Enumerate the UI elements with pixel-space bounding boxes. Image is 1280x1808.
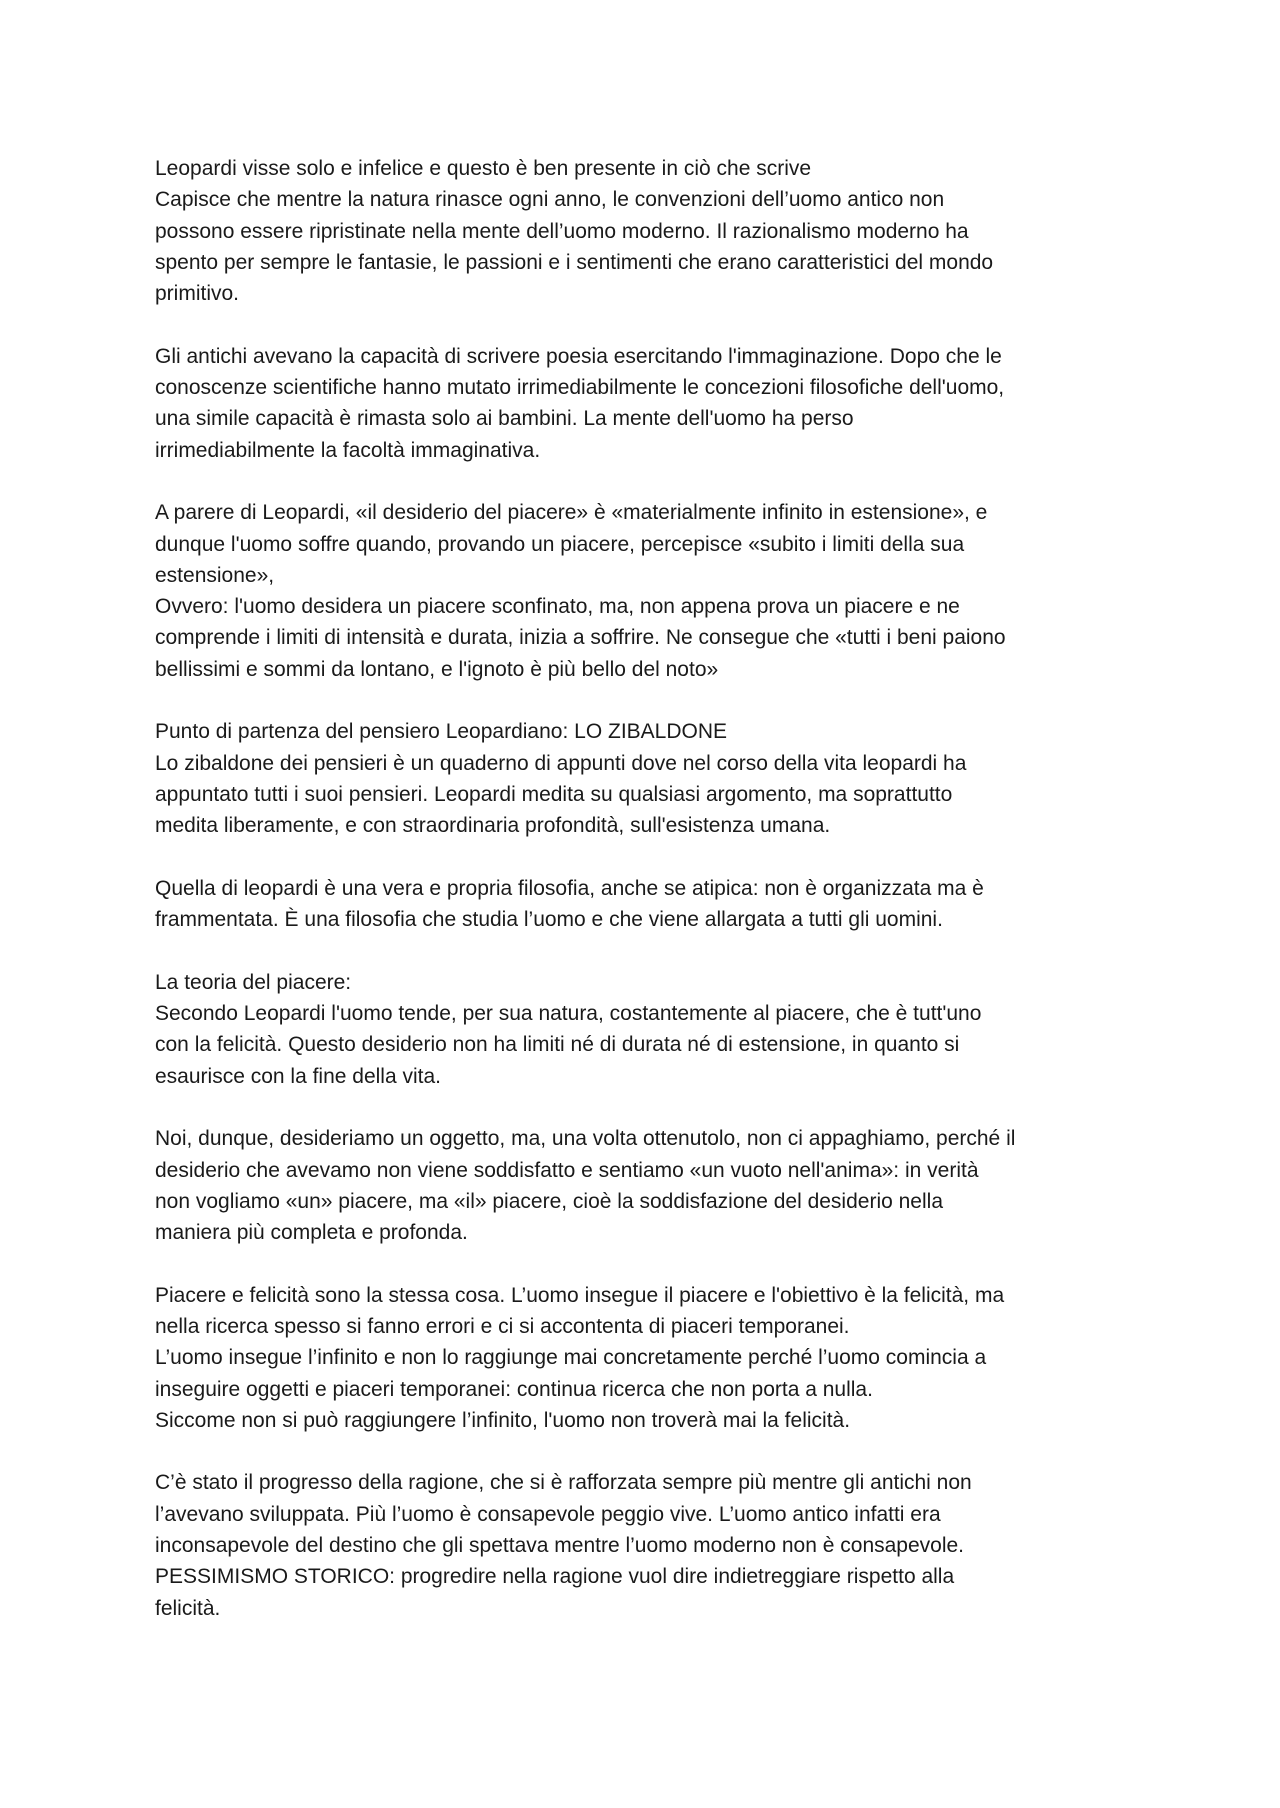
text-line: inseguire oggetti e piaceri temporanei: continua ricerca che non porta a nulla. xyxy=(155,1377,873,1401)
text-line: medita liberamente, e con straordinaria profondità, sull'esistenza umana. xyxy=(155,814,831,838)
text-line: con la felicità. Questo desiderio non ha limiti né di durata né di estensione, in quanto si xyxy=(155,1033,960,1057)
text-line: Noi, dunque, desideriamo un oggetto, ma, una volta ottenutolo, non ci appaghiamo, perché il xyxy=(155,1127,1016,1151)
text-line: estensione», xyxy=(155,563,275,587)
text-line: primitivo. xyxy=(155,282,240,306)
text-line: Punto di partenza del pensiero Leopardiano: LO ZIBALDONE xyxy=(155,720,728,744)
text-line: inconsapevole del destino che gli spettava mentre l’uomo moderno non è consapevole. xyxy=(155,1534,965,1558)
text-line: Gli antichi avevano la capacità di scrivere poesia esercitando l'immaginazione. Dopo che le xyxy=(155,344,1002,368)
text-line: desiderio che avevamo non viene soddisfatto e sentiamo «un vuoto nell'anima»: in verità xyxy=(155,1158,979,1182)
text-line: felicità. xyxy=(155,1596,221,1620)
text-line: Ovvero: l'uomo desidera un piacere sconfinato, ma, non appena prova un piacere e ne xyxy=(155,595,960,619)
text-line: Secondo Leopardi l'uomo tende, per sua natura, costantemente al piacere, che è tutt'uno xyxy=(155,1002,982,1026)
text-line: Siccome non si può raggiungere l’infinito, l'uomo non troverà mai la felicità. xyxy=(155,1408,851,1432)
text-line: maniera più completa e profonda. xyxy=(155,1221,468,1245)
text-line: spento per sempre le fantasie, le passioni e i sentimenti che erano caratteristici del mondo xyxy=(155,250,994,274)
text-line: A parere di Leopardi, «il desiderio del piacere» è «materialmente infinito in estensione», e xyxy=(155,501,988,525)
document-page xyxy=(155,153,1145,1655)
text-line: Capisce che mentre la natura rinasce ogni anno, le convenzioni dell’uomo antico non xyxy=(155,188,945,212)
text-line: Leopardi visse solo e infelice e questo è ben presente in ciò che scrive xyxy=(155,157,812,180)
paragraph-leopardi-life xyxy=(155,153,1145,309)
text-line: appuntato tutti i suoi pensieri. Leopardi medita su qualsiasi argomento, ma soprattutto xyxy=(155,782,953,806)
text-line: non vogliamo «un» piacere, ma «il» piacere, cioè la soddisfazione del desiderio nella xyxy=(155,1189,943,1213)
text-line: esaurisce con la fine della vita. xyxy=(155,1064,441,1088)
paragraph-philosophy xyxy=(155,873,1145,936)
text-line: C’è stato il progresso della ragione, che si è rafforzata sempre più mentre gli antichi non xyxy=(155,1471,972,1495)
paragraph-zibaldone xyxy=(155,716,1145,841)
text-line: comprende i limiti di intensità e durata, inizia a soffrire. Ne consegue che «tutti i beni paiono xyxy=(155,626,1006,650)
paragraph-historical-pessimism xyxy=(155,1467,1145,1623)
text-line: L’uomo insegue l’infinito e non lo raggiunge mai concretamente perché l’uomo comincia a xyxy=(155,1346,987,1370)
paragraph-desire-of-pleasure xyxy=(155,497,1145,685)
paragraph-void-in-soul xyxy=(155,1123,1145,1248)
text-line: nella ricerca spesso si fanno errori e ci si accontenta di piaceri temporanei. xyxy=(155,1314,850,1338)
text-line: possono essere ripristinate nella mente dell’uomo moderno. Il razionalismo moderno ha xyxy=(155,219,969,243)
text-line: La teoria del piacere: xyxy=(155,970,352,994)
text-line: l’avevano sviluppata. Più l’uomo è consapevole peggio vive. L’uomo antico infatti era xyxy=(155,1502,941,1526)
paragraph-theory-of-pleasure xyxy=(155,967,1145,1092)
text-line: Quella di leopardi è una vera e propria filosofia, anche se atipica: non è organizzata ma è xyxy=(155,876,984,900)
text-line: bellissimi e sommi da lontano, e l'ignoto è più bello del noto» xyxy=(155,657,719,681)
text-line: una simile capacità è rimasta solo ai bambini. La mente dell'uomo ha perso xyxy=(155,407,854,431)
text-line: dunque l'uomo soffre quando, provando un piacere, percepisce «subito i limiti della sua xyxy=(155,532,965,556)
text-line: Lo zibaldone dei pensieri è un quaderno di appunti dove nel corso della vita leopardi ha xyxy=(155,751,967,775)
text-line: Piacere e felicità sono la stessa cosa. L’uomo insegue il piacere e l'obiettivo è la felicità, ma xyxy=(155,1283,1005,1307)
text-line: PESSIMISMO STORICO: progredire nella ragione vuol dire indietreggiare rispetto alla xyxy=(155,1565,955,1589)
paragraph-ancients-imagination xyxy=(155,341,1145,466)
text-line: frammentata. È una filosofia che studia l’uomo e che viene allargata a tutti gli uomini. xyxy=(155,908,943,932)
paragraph-pleasure-happiness xyxy=(155,1280,1145,1436)
text-line: irrimediabilmente la facoltà immaginativa. xyxy=(155,438,541,462)
text-line: conoscenze scientifiche hanno mutato irrimediabilmente le concezioni filosofiche dell'uomo, xyxy=(155,376,1005,400)
